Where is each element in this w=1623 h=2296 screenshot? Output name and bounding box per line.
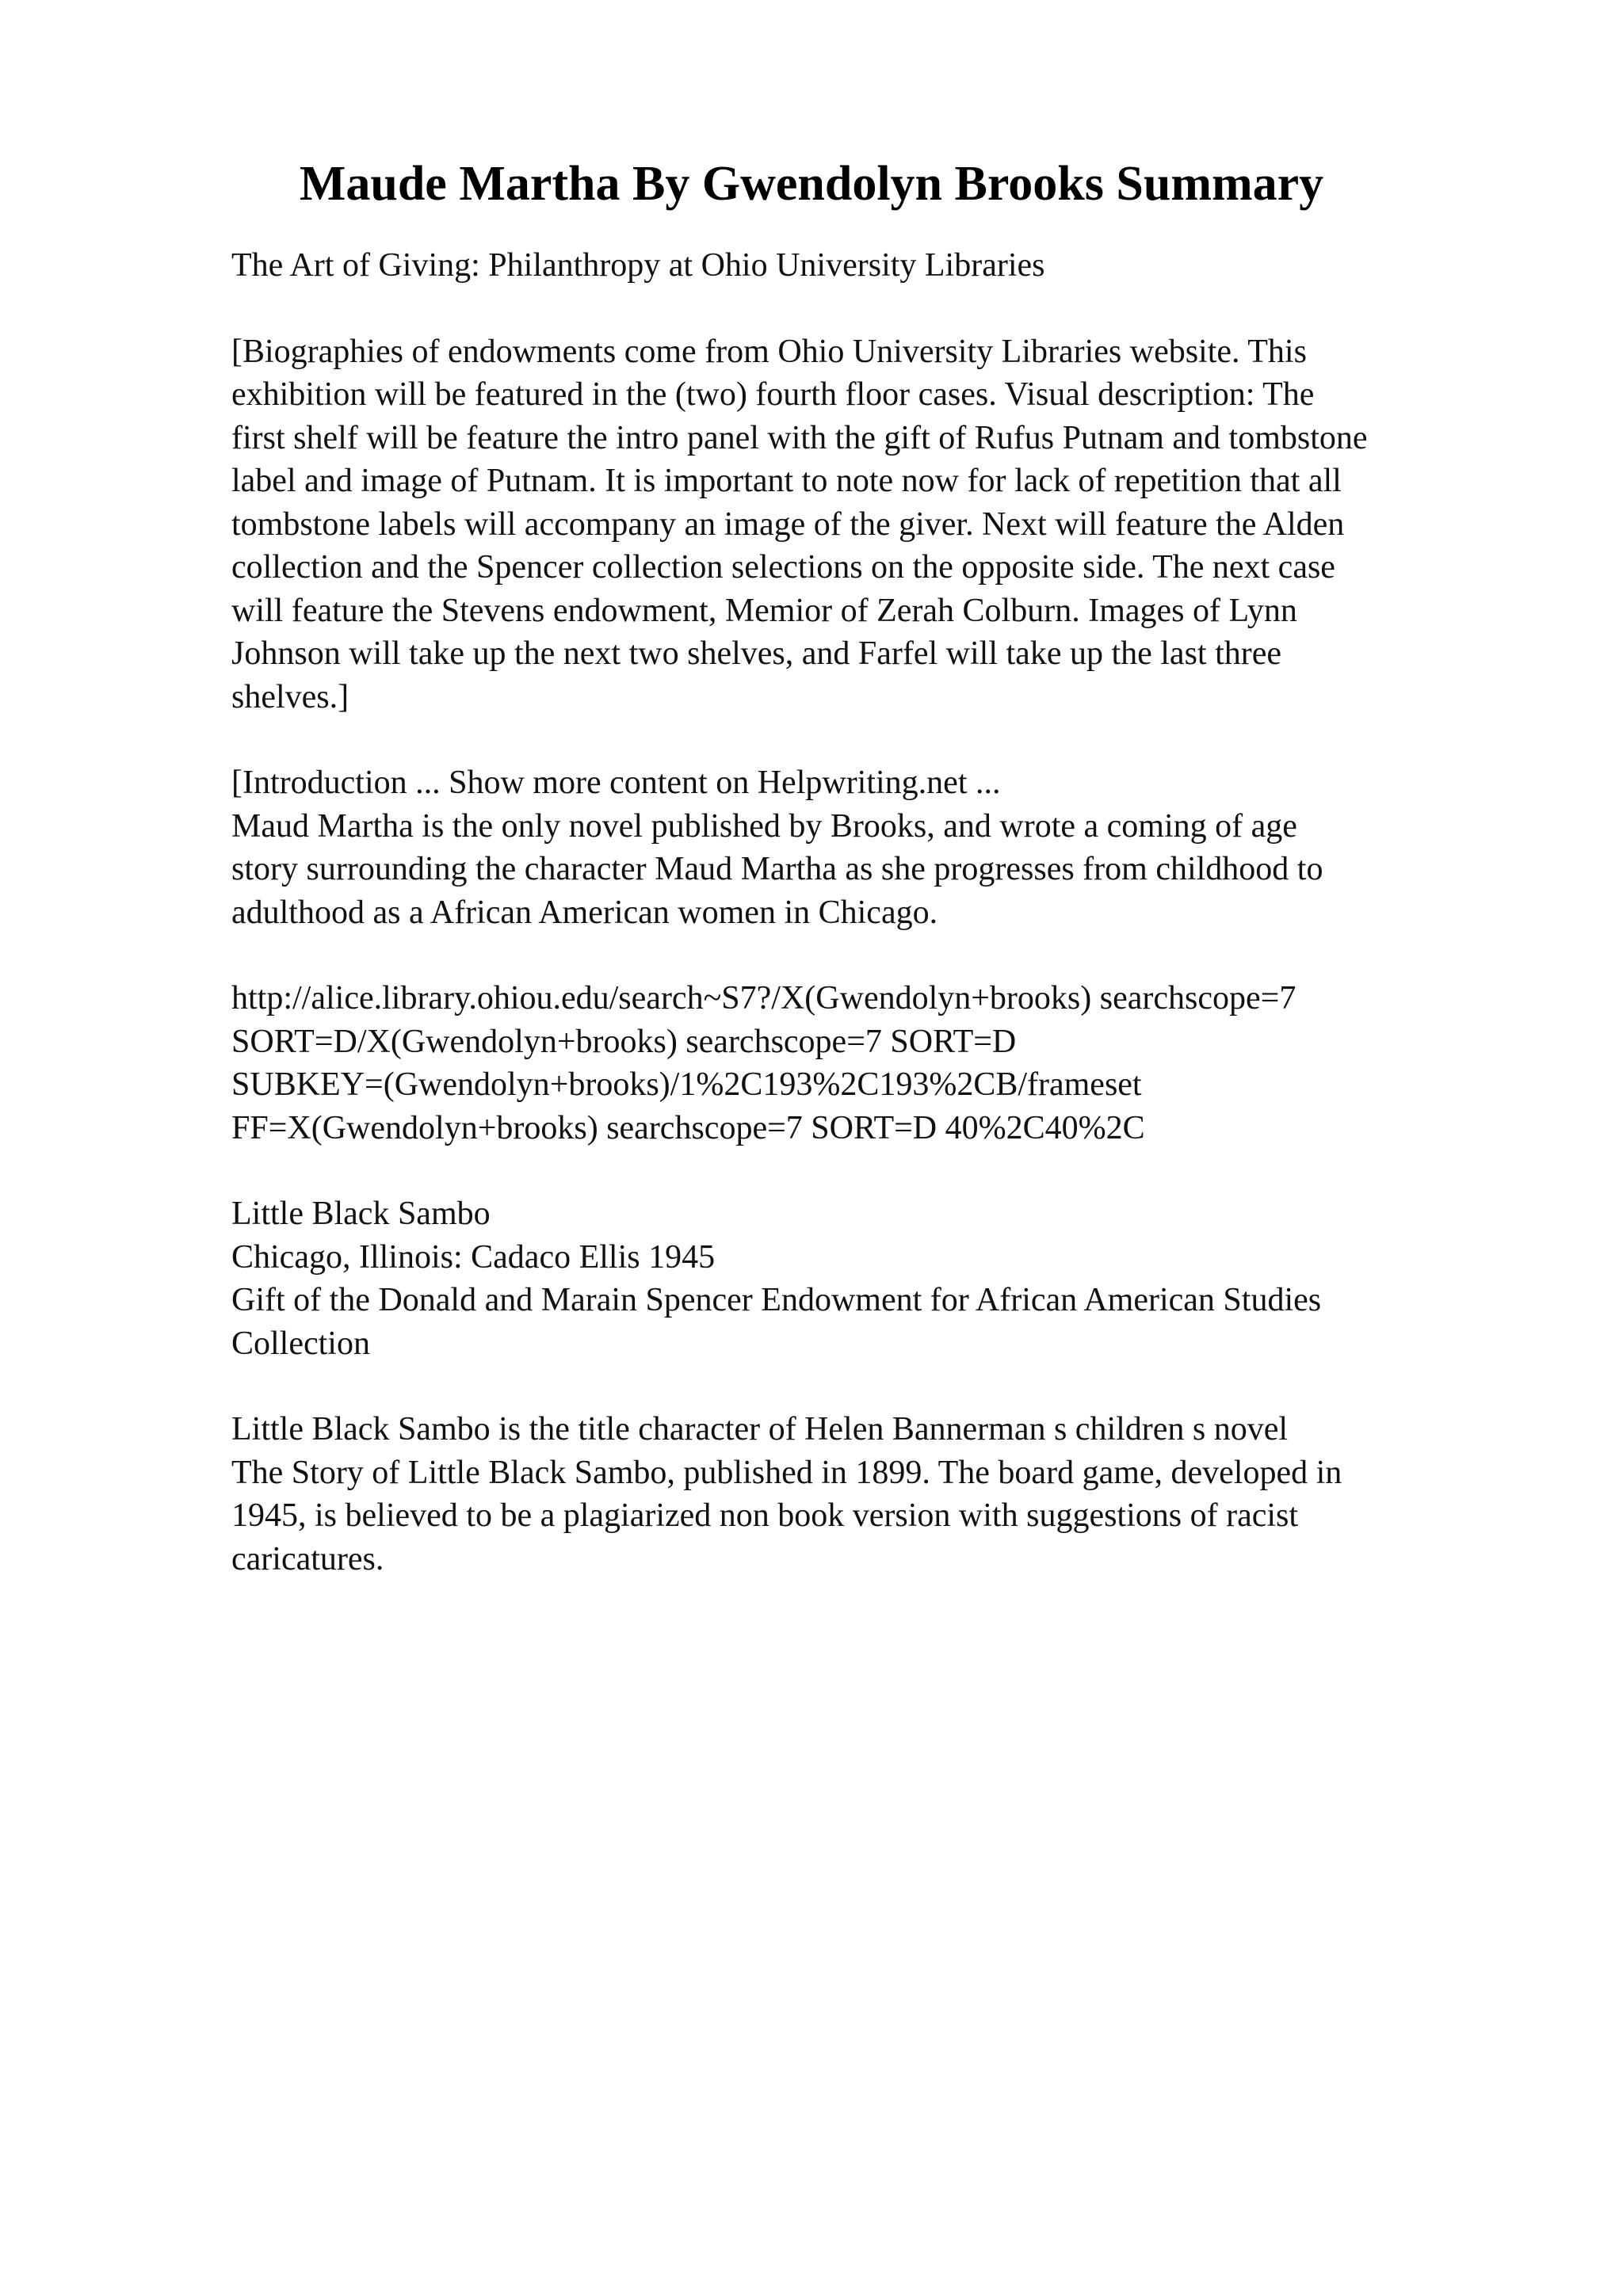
paragraph-exhibit-description [231,330,1515,719]
text-line: Johnson will take up the next two shelves, and Farfel will take up the last three [231,635,1282,672]
text-line: Little Black Sambo is the title character of Helen Bannerman s children s novel [231,1411,1289,1447]
text-line: [Introduction ... Show more content on Helpwriting.net ... [231,765,1001,801]
text-line: shelves.] [231,678,349,715]
text-line: Little Black Sambo [231,1196,491,1232]
text-line: label and image of Putnam. It is important to note now for lack of repetition that all [231,463,1342,499]
text-line: Gift of the Donald and Marain Spencer Endowment for African American Studies [231,1282,1322,1318]
paragraph-tombstone-label [231,1192,1515,1365]
url-line: http://alice.library.ohiou.edu/search~S7?/X(Gwendolyn+brooks) searchscope=7 [231,980,1296,1016]
text-line: Chicago, Illinois: Cadaco Ellis 1945 [231,1238,716,1276]
text-line: [Biographies of endowments come from Ohio University Libraries website. This [231,333,1307,370]
text-line: exhibition will be featured in the (two) fourth floor cases. Visual description: The [231,376,1315,413]
document-body [231,244,1515,1623]
url-line: SUBKEY=(Gwendolyn+brooks)/1%2C193%2C193%2CB/frameset [231,1066,1142,1103]
text-line: will feature the Stevens endowment, Memior of Zerah Colburn. Images of Lynn [231,592,1297,629]
document-title: Maude Martha By Gwendolyn Brooks Summary [299,157,1324,211]
url-line: SORT=D/X(Gwendolyn+brooks) searchscope=7 SORT=D [231,1023,1017,1060]
text-line: 1945, is believed to be a plagiarized non book version with suggestions of racist [231,1497,1299,1534]
paragraph-introduction [231,761,1515,934]
text-line: first shelf will be feature the intro panel with the gift of Rufus Putnam and tombstone [231,419,1368,456]
url-line: FF=X(Gwendolyn+brooks) searchscope=7 SORT=D 40%2C40%2C [231,1109,1145,1146]
text-line: story surrounding the character Maud Martha as she progresses from childhood to [231,851,1323,887]
text-line: collection and the Spencer collection selections on the opposite side. The next case [231,549,1335,585]
text-line: caricatures. [231,1540,384,1577]
text-line: The Art of Giving: Philanthropy at Ohio University Libraries [231,247,1045,284]
text-line: Maud Martha is the only novel published by Brooks, and wrote a coming of age [231,807,1297,845]
text-line: adulthood as a African American women in Chicago. [231,894,938,931]
text-line: The Story of Little Black Sambo, published in 1899. The board game, developed in [231,1454,1342,1491]
paragraph-sambo-description [231,1408,1515,1581]
text-line: Collection [231,1325,370,1362]
text-line: tombstone labels will accompany an image of the giver. Next will feature the Alden [231,505,1345,543]
paragraph-catalog-url [231,977,1515,1150]
paragraph-exhibit-title [231,244,1515,288]
